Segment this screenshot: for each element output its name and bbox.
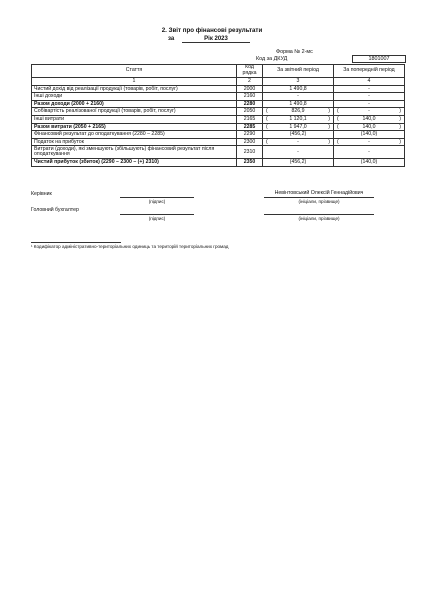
row-previous-value: - [334, 93, 405, 101]
table-row [32, 100, 405, 108]
row-previous-value: (140,0) [334, 159, 405, 167]
row-current-value: ( - ) [263, 138, 334, 146]
period-prefix: за [168, 36, 175, 42]
row-name: Інші витрати [32, 115, 237, 123]
row-code: 2160 [237, 93, 263, 101]
financial-results-table [31, 64, 405, 167]
footnote: ¹ Кодифікатор адміністративно-територіальних одиниць та територій територіальних громад [31, 244, 229, 249]
table-row [32, 93, 405, 101]
row-code: 2285 [237, 123, 263, 131]
report-title: 2. Звіт про фінансові результати [161, 27, 263, 34]
row-current-value: ( 1 120,1 ) [263, 115, 334, 123]
table-row [32, 85, 405, 93]
accountant-signature-line [120, 207, 194, 215]
table-row [32, 123, 405, 131]
row-previous-value: ( 140,0 ) [334, 115, 405, 123]
accountant-name-caption: (ініціали, прізвище) [298, 216, 340, 221]
row-previous-value: ( - ) [334, 108, 405, 116]
row-current-value: 1 490,8 [263, 85, 334, 93]
head-label: Керівник [31, 191, 52, 197]
table-row [32, 159, 405, 167]
accountant-name-line [264, 207, 374, 215]
row-code: 2000 [237, 85, 263, 93]
column-numbers-row [32, 78, 405, 86]
row-name: Фінансовий результат до оподаткування (2280 – 2285) [32, 131, 237, 139]
row-name: Разом витрати (2050 + 2165) [32, 123, 237, 131]
col-header-current: За звітний період [263, 65, 334, 78]
period-value: Рік 2023 [182, 36, 250, 43]
period-row [168, 36, 250, 43]
row-previous-value: - [334, 100, 405, 108]
row-name: Чистий дохід від реалізації продукції (товарів, робіт, послуг) [32, 85, 237, 93]
row-current-value: - [263, 93, 334, 101]
dkud-code-box: 1801007 [352, 55, 406, 63]
row-current-value: - [263, 146, 334, 159]
col-header-code: Код рядка [237, 65, 263, 78]
row-current-value: (456,2) [263, 159, 334, 167]
row-previous-value: (140,0) [334, 131, 405, 139]
row-code: 2310 [237, 146, 263, 159]
row-name: Собівартість реалізованої продукції (товарів, робіт, послуг) [32, 108, 237, 116]
col-number: 1 [32, 78, 237, 86]
row-previous-value: ( - ) [334, 138, 405, 146]
col-header-previous: За попередній період [334, 65, 405, 78]
row-name: Чистий прибуток (збиток) (2290 – 2300 – (+) 2310) [32, 159, 237, 167]
row-current-value: 1 490,8 [263, 100, 334, 108]
form-number: Форма № 2-мс [276, 49, 313, 55]
row-code: 2300 [237, 138, 263, 146]
table-row [32, 131, 405, 139]
col-header-article: Стаття [32, 65, 237, 78]
row-code: 2165 [237, 115, 263, 123]
accountant-signature-caption: (підпис) [148, 216, 166, 221]
row-current-value: (456,2) [263, 131, 334, 139]
chief-accountant-label: Головний бухгалтер [31, 207, 79, 213]
table-row [32, 115, 405, 123]
head-name: Невінтовський Олексій Геннадійович [264, 190, 374, 198]
row-code: 2290 [237, 131, 263, 139]
row-current-value: ( 826,9 ) [263, 108, 334, 116]
table-row [32, 108, 405, 116]
head-name-caption: (ініціали, прізвище) [298, 199, 340, 204]
table-header-row [32, 65, 405, 78]
col-number: 4 [334, 78, 405, 86]
col-number: 3 [263, 78, 334, 86]
row-previous-value: ( 140,0 ) [334, 123, 405, 131]
row-previous-value: - [334, 85, 405, 93]
row-code: 2050 [237, 108, 263, 116]
footnote-divider [31, 242, 121, 243]
head-signature-caption: (підпис) [148, 199, 166, 204]
row-name: Витрати (доходи), які зменшують (збільшують) фінансовий результат після оподаткування [32, 146, 237, 159]
dkud-label: Код за ДКУД [256, 56, 288, 62]
table-row [32, 138, 405, 146]
row-name: Разом доходи (2000 + 2160) [32, 100, 237, 108]
head-signature-line [120, 190, 194, 198]
row-code: 2350 [237, 159, 263, 167]
row-name: Інші доходи [32, 93, 237, 101]
row-current-value: ( 1 947,0 ) [263, 123, 334, 131]
row-name: Податок на прибуток [32, 138, 237, 146]
col-number: 2 [237, 78, 263, 86]
row-previous-value: - [334, 146, 405, 159]
table-row [32, 146, 405, 159]
row-code: 2280 [237, 100, 263, 108]
